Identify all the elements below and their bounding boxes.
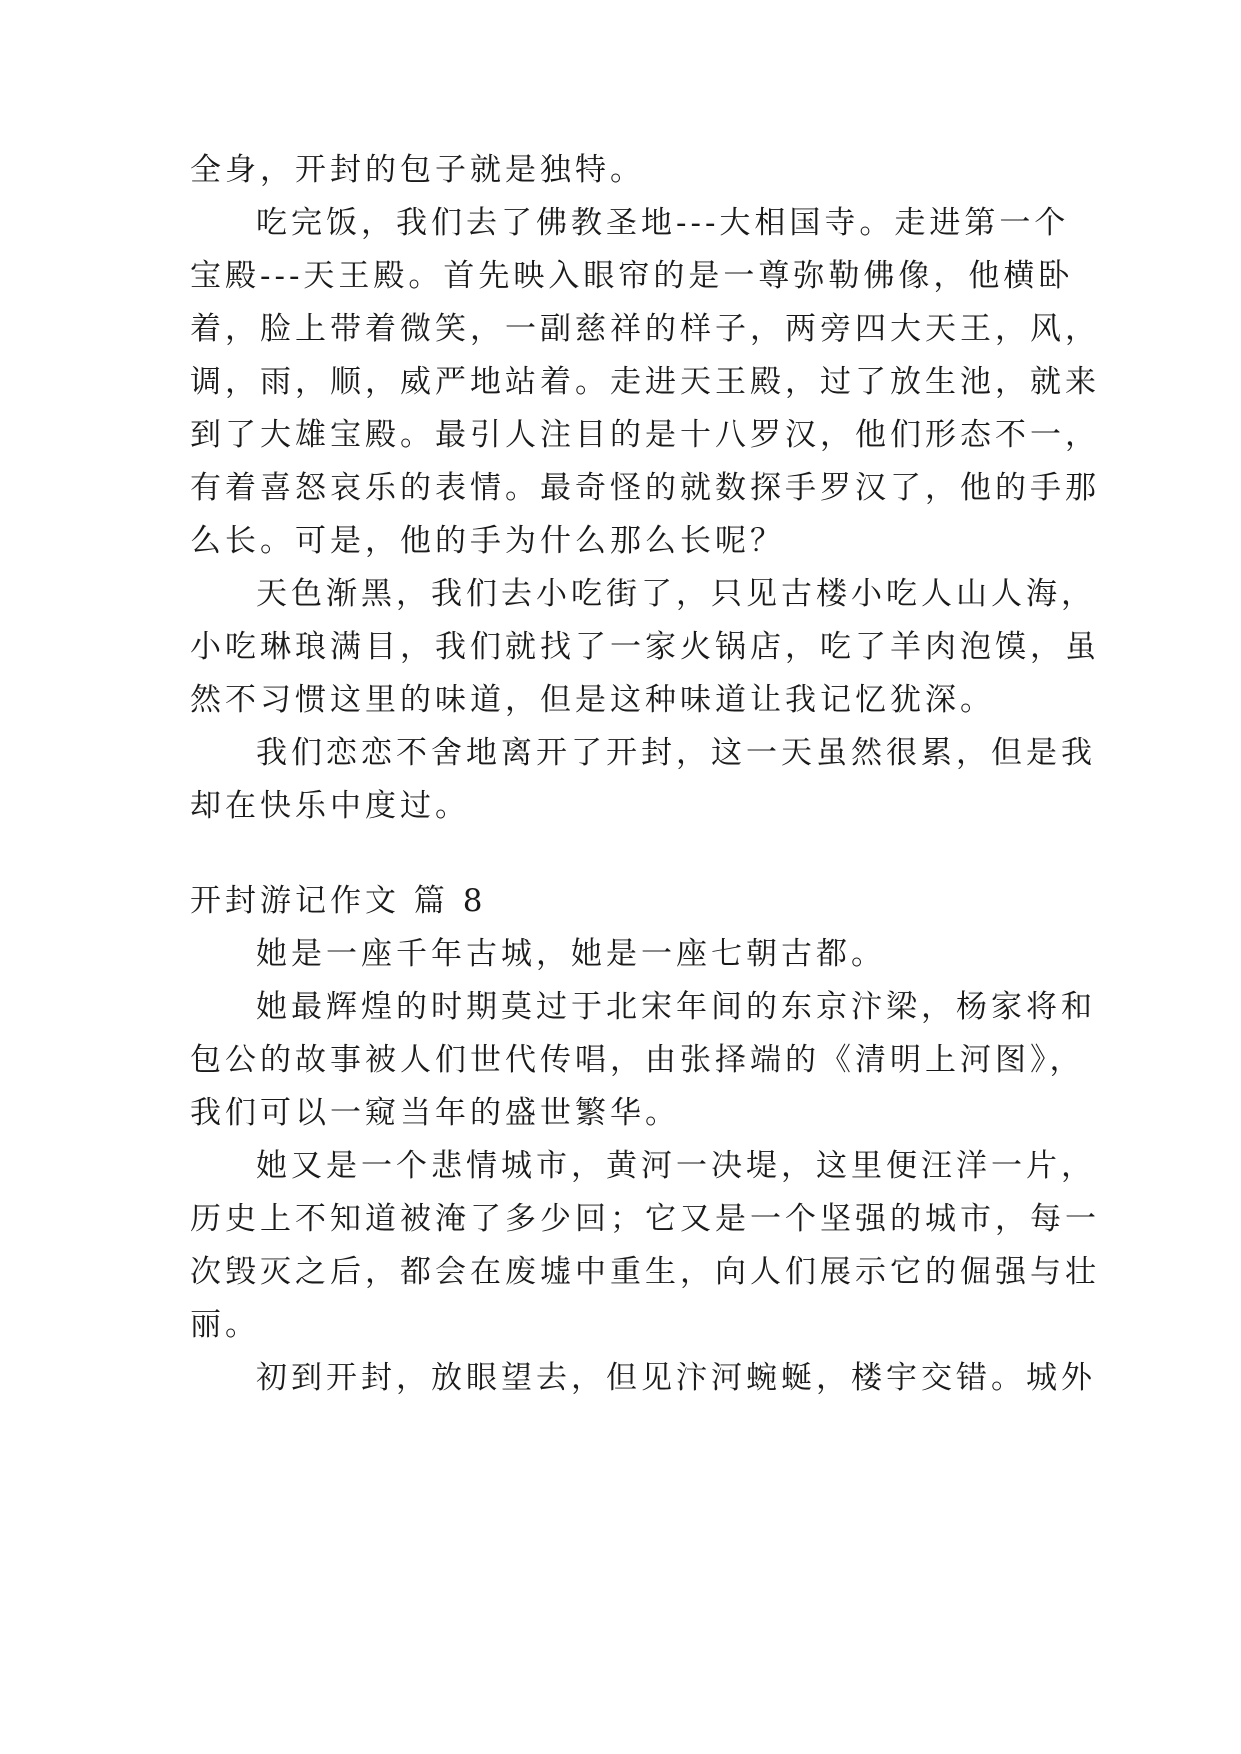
paragraph-line: 丽。 [190,1307,260,1343]
paragraph-line: 历史上不知道被淹了多少回；它又是一个坚强的城市，每一 [190,1201,1100,1237]
paragraph-line: 吃完饭，我们去了佛教圣地---大相国寺。走进第一个 [256,205,1070,241]
paragraph-line: 天色渐黑，我们去小吃街了，只见古楼小吃人山人海， [256,576,1096,612]
paragraph-line: 包公的故事被人们世代传唱，由张择端的《清明上河图》， [190,1042,1085,1078]
paragraph-line: 全身，开封的包子就是独特。 [190,152,645,188]
paragraph-line: 小吃琳琅满目，我们就找了一家火锅店，吃了羊肉泡馍，虽 [190,629,1100,665]
paragraph-line: 我们可以一窥当年的盛世繁华。 [190,1095,680,1131]
paragraph-line: 却在快乐中度过。 [190,788,470,824]
paragraph-line: 调，雨，顺，威严地站着。走进天王殿，过了放生池，就来 [190,364,1100,400]
paragraph-line: 次毁灭之后，都会在废墟中重生，向人们展示它的倔强与壮 [190,1254,1100,1290]
paragraph-line: 她最辉煌的时期莫过于北宋年间的东京汴梁，杨家将和 [256,989,1096,1025]
paragraph-line: 到了大雄宝殿。最引人注目的是十八罗汉，他们形态不一， [190,417,1100,453]
paragraph-line: 着，脸上带着微笑，一副慈祥的样子，两旁四大天王，风， [190,311,1100,347]
paragraph-line: 她又是一个悲情城市，黄河一决堤，这里便汪洋一片， [256,1148,1096,1184]
section-heading: 开封游记作文 篇 8 [190,883,487,919]
paragraph-line: 有着喜怒哀乐的表情。最奇怪的就数探手罗汉了，他的手那 [190,470,1100,506]
paragraph-line: 然不习惯这里的味道，但是这种味道让我记忆犹深。 [190,682,995,718]
paragraph-line: 初到开封，放眼望去，但见汴河蜿蜒，楼宇交错。城外 [256,1360,1096,1396]
paragraph-line: 么长。可是，他的手为什么那么长呢？ [190,523,785,559]
paragraph-line: 她是一座千年古城，她是一座七朝古都。 [256,936,886,972]
paragraph-line: 宝殿---天王殿。首先映入眼帘的是一尊弥勒佛像，他横卧 [190,258,1074,294]
paragraph-line: 我们恋恋不舍地离开了开封，这一天虽然很累，但是我 [256,735,1096,771]
